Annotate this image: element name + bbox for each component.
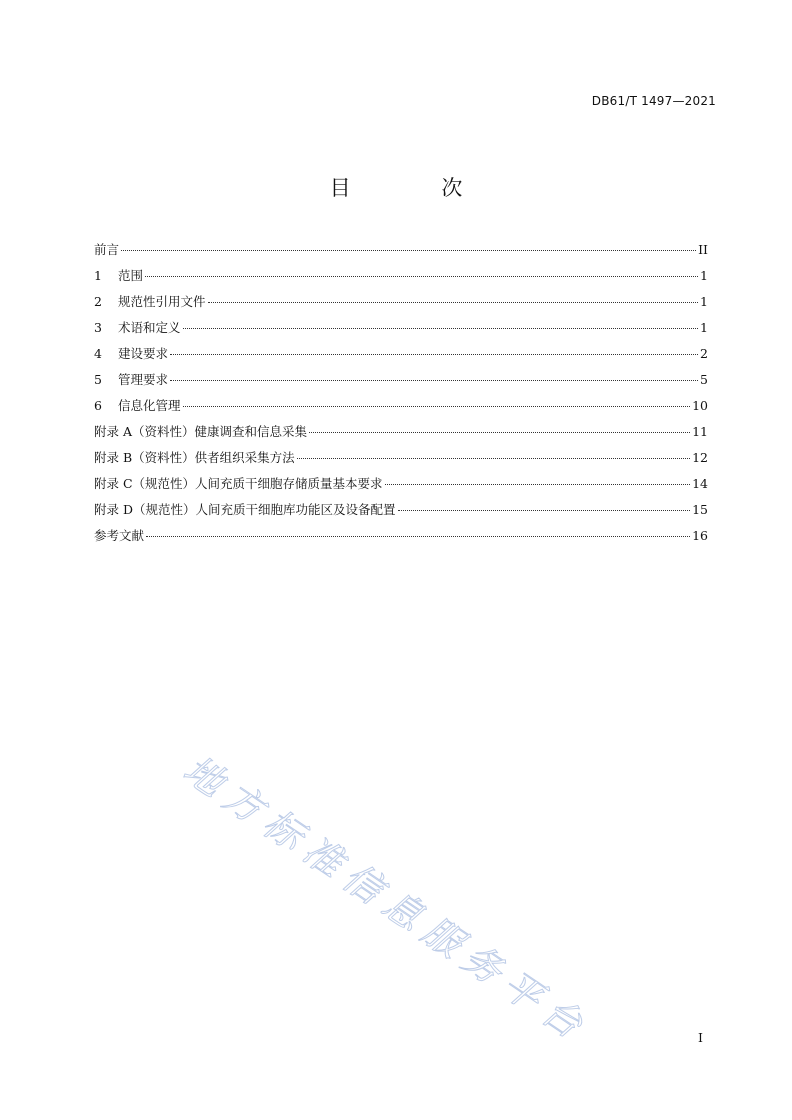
dot-leader: [121, 250, 696, 251]
toc-entry-5[interactable]: [94, 370, 708, 396]
toc-entry-appendix-c[interactable]: [94, 474, 708, 500]
document-code: DB61/T 1497—2021: [591, 94, 716, 108]
entry-page: 15: [692, 502, 708, 517]
entry-page: 5: [700, 372, 708, 387]
dot-leader: [309, 432, 690, 433]
dot-leader: [398, 510, 691, 511]
entry-title: 术语和定义: [118, 320, 181, 335]
entry-title: 附录 C（规范性）人间充质干细胞存储质量基本要求: [94, 476, 383, 491]
entry-title: 前言: [94, 242, 120, 257]
entry-page: 10: [692, 398, 708, 413]
entry-page: 16: [692, 528, 708, 543]
entry-title: 信息化管理: [118, 398, 181, 413]
dot-leader: [170, 354, 698, 355]
toc-entry-foreword[interactable]: [94, 240, 708, 266]
toc-title: 目 次: [329, 176, 505, 200]
entry-page: 14: [692, 476, 708, 491]
entry-number: 3: [94, 320, 102, 335]
dot-leader: [146, 536, 690, 537]
entry-page: 1: [700, 294, 708, 309]
entry-title: 规范性引用文件: [118, 294, 206, 309]
toc-entry-2[interactable]: [94, 292, 708, 318]
entry-title: 附录 B（资料性）供者组织采集方法: [94, 450, 295, 465]
dot-leader: [170, 380, 698, 381]
entry-number: 4: [94, 346, 102, 361]
entry-number: 5: [94, 372, 102, 387]
entry-number: 6: [94, 398, 102, 413]
toc-entry-references[interactable]: [94, 526, 708, 552]
table-of-contents: [94, 240, 708, 552]
toc-entry-3[interactable]: [94, 318, 708, 344]
entry-title: 建设要求: [118, 346, 169, 361]
entry-page: II: [698, 242, 708, 257]
toc-entry-appendix-d[interactable]: [94, 500, 708, 526]
entry-page: 12: [692, 450, 708, 465]
entry-title: 范围: [118, 268, 144, 283]
entry-title: 附录 A（资料性）健康调查和信息采集: [94, 424, 308, 439]
toc-entry-6[interactable]: [94, 396, 708, 422]
watermark: 地方标准信息服务平台: [175, 747, 599, 1053]
dot-leader: [183, 328, 698, 329]
dot-leader: [385, 484, 691, 485]
entry-page: 11: [692, 424, 708, 439]
entry-page: 1: [700, 268, 708, 283]
entry-title: 附录 D（规范性）人间充质干细胞库功能区及设备配置: [94, 502, 396, 517]
entry-title: 管理要求: [118, 372, 169, 387]
toc-entry-appendix-b[interactable]: [94, 448, 708, 474]
dot-leader: [183, 406, 691, 407]
entry-page: 1: [700, 320, 708, 335]
entry-title: 参考文献: [94, 528, 145, 543]
dot-leader: [208, 302, 698, 303]
toc-entry-4[interactable]: [94, 344, 708, 370]
entry-number: 2: [94, 294, 102, 309]
toc-entry-appendix-a[interactable]: [94, 422, 708, 448]
page-number: I: [698, 1030, 703, 1045]
toc-entry-1[interactable]: [94, 266, 708, 292]
entry-page: 2: [700, 346, 708, 361]
dot-leader: [297, 458, 690, 459]
dot-leader: [145, 276, 698, 277]
entry-number: 1: [94, 268, 102, 283]
